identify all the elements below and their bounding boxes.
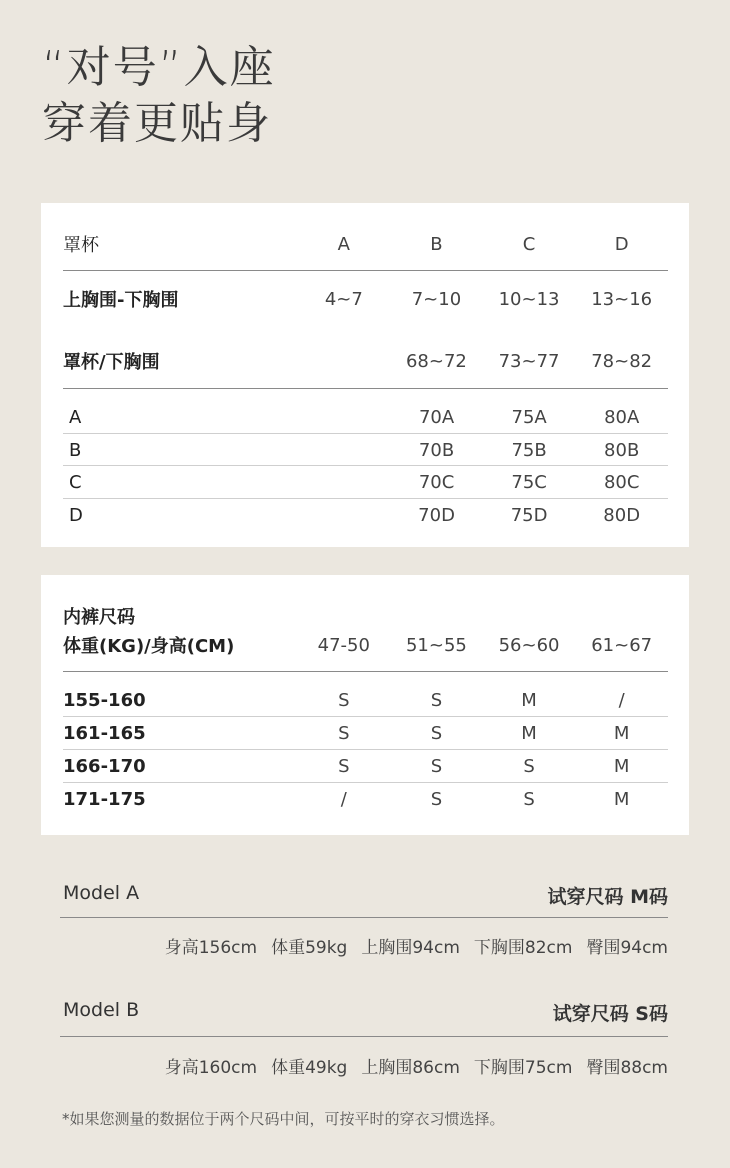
model-a-name: Model A	[63, 882, 140, 904]
headline-line-1: “对号”入座	[42, 42, 276, 93]
panty-height-label: 166-170	[63, 755, 146, 777]
headline-line-2: 穿着更贴身	[42, 98, 272, 149]
divider	[60, 917, 668, 918]
bra-size-row	[63, 498, 668, 532]
panty-size-cell: S	[430, 788, 443, 810]
model-b-name: Model B	[63, 999, 140, 1021]
bra-size-cell: 75A	[511, 406, 547, 428]
model-b-size: 试穿尺码 S码	[552, 1003, 668, 1025]
model-a-size: 试穿尺码 M码	[547, 886, 668, 908]
bra-header-row	[63, 227, 668, 261]
panty-height-label: 161-165	[63, 722, 146, 744]
bra-underbust-cell: 73~77	[498, 350, 560, 372]
bra-header-cell: B	[430, 233, 443, 255]
panty-header-cell: 51~55	[405, 634, 467, 656]
bra-cup-label: D	[69, 504, 83, 526]
bra-size-row	[63, 465, 668, 499]
bra-header-cell: D	[614, 233, 629, 255]
model-b-stats	[165, 1053, 668, 1078]
panty-size-cell: M	[613, 722, 630, 744]
bra-size-cell: 75C	[511, 471, 547, 493]
bra-size-cell: 70A	[418, 406, 455, 428]
panty-size-row	[63, 749, 668, 783]
panty-size-row	[63, 716, 668, 750]
model-a-stats	[165, 933, 668, 958]
model-stat: 上胸围94cm	[361, 938, 460, 958]
divider	[60, 1036, 668, 1037]
panty-size-row	[63, 683, 668, 717]
bra-underbust-row	[63, 344, 668, 378]
bra-size-cell: 75B	[511, 439, 547, 461]
bra-size-cell: 70B	[418, 439, 455, 461]
panty-size-cell: S	[338, 722, 350, 744]
panty-size-cell: M	[521, 689, 537, 711]
panty-size-cell: S	[430, 689, 443, 711]
divider	[63, 388, 668, 389]
headline	[42, 40, 276, 152]
bra-header-label: 罩杯	[63, 235, 99, 256]
panty-size-cell: /	[340, 788, 347, 810]
panty-size-cell: /	[618, 689, 625, 711]
panty-size-cell: M	[613, 788, 630, 810]
divider	[63, 270, 668, 271]
bra-size-cell: 80B	[604, 439, 640, 461]
bra-diff-label: 上胸围-下胸围	[63, 290, 179, 311]
model-stat: 臀围94cm	[586, 938, 668, 958]
panty-size-cell: S	[523, 755, 535, 777]
panty-header-cell: 56~60	[498, 634, 560, 656]
bra-underbust-cell: 68~72	[405, 350, 467, 372]
bra-diff-cell: 13~16	[591, 288, 653, 310]
model-stat: 身高160cm	[164, 1058, 258, 1078]
footnote: *如果您测量的数据位于两个尺码中间，可按平时的穿衣习惯选择。	[62, 1110, 505, 1128]
panty-size-cell: M	[613, 755, 630, 777]
model-stat: 体重49kg	[271, 1058, 348, 1078]
model-stat: 下胸围75cm	[473, 1058, 573, 1078]
panty-size-cell: S	[338, 755, 350, 777]
panty-header-row	[63, 628, 668, 662]
bra-diff-cell: 7~10	[411, 288, 462, 310]
bra-header-cell: C	[522, 233, 536, 255]
bra-size-cell: 80C	[603, 471, 640, 493]
bra-cup-label: B	[69, 439, 82, 461]
bra-size-cell: 75D	[510, 504, 548, 526]
bra-size-cell: 70C	[418, 471, 455, 493]
model-stat: 体重59kg	[271, 938, 348, 958]
panty-size-cell: S	[523, 788, 535, 810]
panty-title: 内裤尺码	[63, 607, 135, 628]
bra-size-row	[63, 400, 668, 434]
panty-height-label: 155-160	[63, 689, 146, 711]
model-stat: 臀围88cm	[586, 1058, 668, 1078]
panty-header-cell: 47-50	[317, 634, 370, 656]
bra-diff-cell: 10~13	[498, 288, 560, 310]
bra-cup-label: C	[69, 471, 82, 493]
panty-size-cell: M	[521, 722, 537, 744]
bra-size-cell: 80A	[604, 406, 640, 428]
panty-size-row	[63, 782, 668, 816]
panty-size-cell: S	[430, 755, 443, 777]
bra-size-row	[63, 433, 668, 467]
panty-size-cell: S	[430, 722, 443, 744]
panty-header-cell: 61~67	[591, 634, 653, 656]
model-stat: 身高156cm	[164, 938, 258, 958]
divider	[63, 671, 668, 672]
bra-header-cell: A	[337, 233, 350, 255]
bra-underbust-label: 罩杯/下胸围	[63, 352, 160, 373]
bra-diff-cell: 4~7	[324, 288, 363, 310]
panty-size-card	[41, 575, 689, 835]
bra-cup-label: A	[69, 406, 82, 428]
panty-size-cell: S	[338, 689, 350, 711]
bra-diff-row	[63, 282, 668, 316]
panty-height-label: 171-175	[63, 788, 146, 810]
bra-size-cell: 70D	[418, 504, 455, 526]
bra-size-card	[41, 203, 689, 547]
bra-size-cell: 80D	[603, 504, 641, 526]
bra-underbust-cell: 78~82	[591, 350, 653, 372]
model-stat: 下胸围82cm	[473, 938, 573, 958]
model-stat: 上胸围86cm	[361, 1058, 460, 1078]
panty-header-label: 体重(KG)/身高(CM)	[63, 636, 235, 657]
